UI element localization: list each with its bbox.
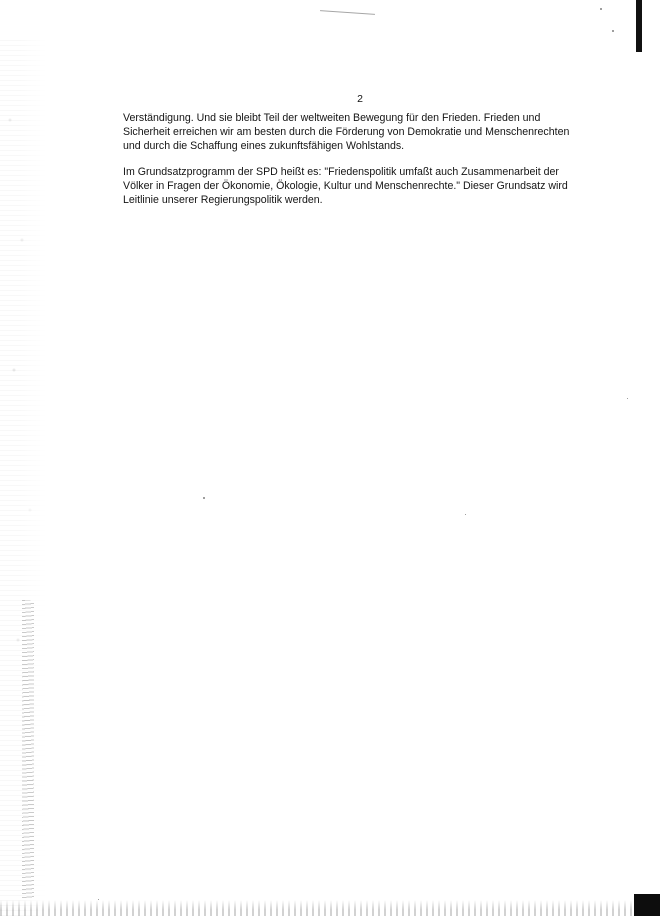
scan-edge-artifact-bottom [0,900,660,916]
scan-speck [203,497,205,499]
text-line: Sicherheit erreichen wir am besten durch die Förderung von Demokratie und Menschenrechten [123,126,570,138]
paragraph-2 [123,165,623,207]
page-number: 2 [357,93,363,105]
scan-speck [465,514,466,515]
text-line: Leitlinie unserer Regierungspolitik werden. [123,194,323,206]
scan-corner-artifact-bottom-right [634,894,660,916]
scan-streak-artifact [22,600,34,900]
scan-binding-bar [636,0,642,52]
scan-speck [98,899,99,900]
scan-speck [600,8,602,10]
paragraph-1 [123,111,623,153]
scan-speck [627,398,628,399]
scan-speck [612,30,614,32]
scan-mark-top [320,10,375,15]
text-line: und durch die Schaffung eines zukunftsfähigen Wohlstands. [123,140,405,152]
text-line: Verständigung. Und sie bleibt Teil der weltweiten Bewegung für den Frieden. Frieden und [123,112,541,124]
text-line: Völker in Fragen der Ökonomie, Ökologie, Kultur und Menschenrechte." Dieser Grundsatz wird [123,180,568,192]
text-line: Im Grundsatzprogramm der SPD heißt es: "Friedenspolitik umfaßt auch Zusammenarbeit der [123,166,559,178]
